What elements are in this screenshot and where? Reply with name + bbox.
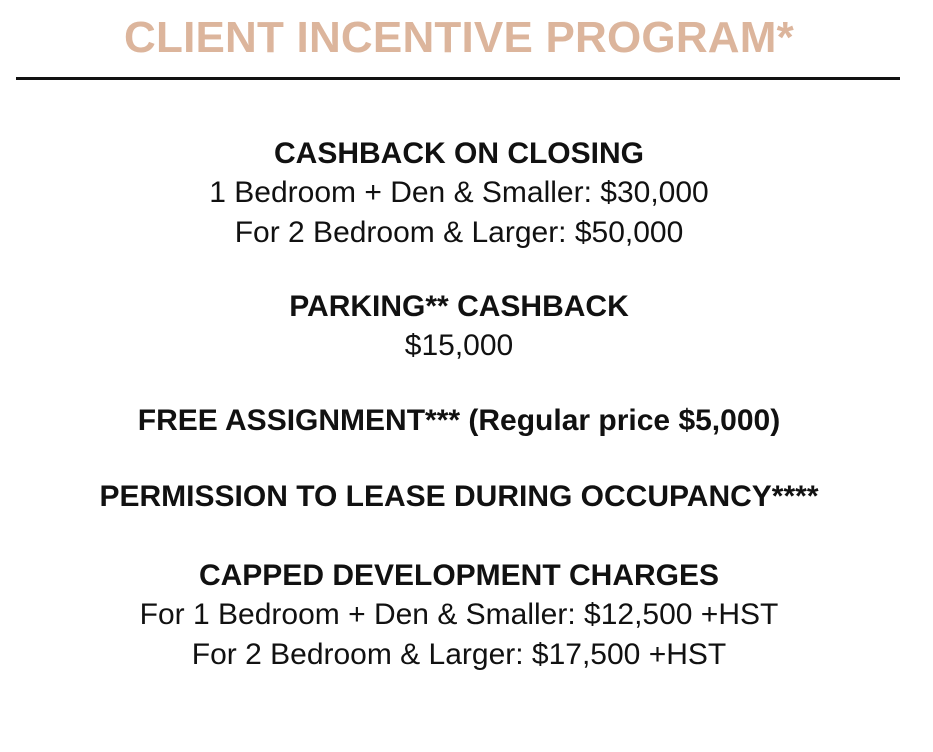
title-divider <box>16 77 900 80</box>
assignment-section <box>0 402 918 440</box>
parking-heading: PARKING** CASHBACK <box>289 290 629 323</box>
development-charges-heading: CAPPED DEVELOPMENT CHARGES <box>198 559 720 592</box>
cashback-section <box>0 135 918 253</box>
page-title: CLIENT INCENTIVE PROGRAM* <box>124 13 794 62</box>
development-charges-large-units: For 2 Bedroom & Larger: $17,500 +HST <box>191 638 727 671</box>
lease-section <box>0 478 918 516</box>
cashback-line-small-units: 1 Bedroom + Den & Smaller: $30,000 <box>209 176 709 209</box>
development-charges-section <box>0 557 918 675</box>
lease-heading: PERMISSION TO LEASE DURING OCCUPANCY**** <box>99 480 819 513</box>
cashback-heading: CASHBACK ON CLOSING <box>273 137 644 170</box>
development-charges-small-units: For 1 Bedroom + Den & Smaller: $12,500 +HST <box>139 598 779 631</box>
parking-amount: $15,000 <box>404 329 514 362</box>
cashback-line-large-units: For 2 Bedroom & Larger: $50,000 <box>234 216 684 249</box>
assignment-heading: FREE ASSIGNMENT*** (Regular price $5,000) <box>137 404 781 437</box>
parking-section <box>0 288 918 366</box>
